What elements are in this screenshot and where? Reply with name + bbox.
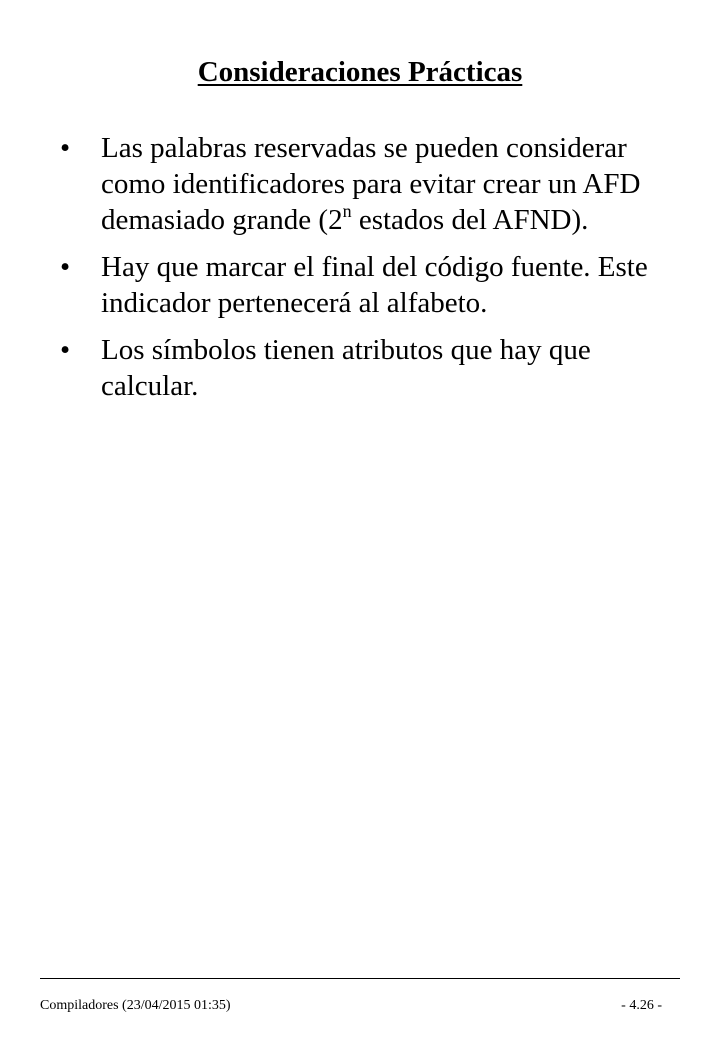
slide-title-text: Consideraciones Prácticas bbox=[197, 56, 523, 88]
bullet-item-attributes bbox=[60, 332, 685, 404]
bullet-text: Hay que marcar el final del código fuente. Este indicador pertenecerá al alfabeto. bbox=[101, 251, 648, 319]
bullet-text-continuation: estados del AFND). bbox=[351, 204, 589, 236]
footer-course-date: Compiladores (23/04/2015 01:35) bbox=[40, 998, 231, 1013]
bullet-icon: • bbox=[60, 132, 71, 164]
footer-divider bbox=[40, 978, 680, 979]
bullet-text: Los símbolos tienen atributos que hay que calcular. bbox=[101, 334, 591, 402]
bullet-list bbox=[60, 130, 685, 415]
bullet-item-end-marker bbox=[60, 249, 685, 321]
bullet-item-reserved-words bbox=[60, 130, 685, 238]
bullet-icon: • bbox=[60, 251, 71, 283]
bullet-text: Las palabras reservadas se pueden considerar como identificadores para evitar crear un AFD demasiado grande (2 bbox=[101, 132, 641, 236]
superscript-n: n bbox=[342, 201, 352, 221]
footer-page-number: - 4.26 - bbox=[621, 998, 662, 1013]
bullet-icon: • bbox=[60, 334, 71, 366]
slide-title bbox=[0, 54, 720, 90]
